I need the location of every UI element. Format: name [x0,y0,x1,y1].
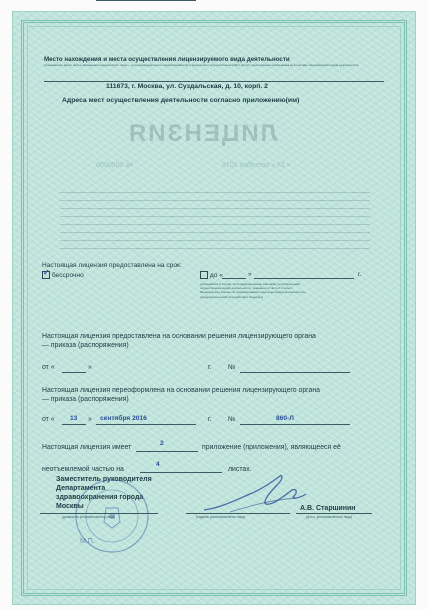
mirrored-title: ЛИЦЕНЗИЯ [127,120,278,147]
reissue-number-sign: № [228,416,236,423]
basis-number-sign: № [228,364,236,371]
signer-position-line1: Заместитель руководителя [56,476,152,483]
reissue-year: г. [208,416,212,423]
sign-note: (подпись уполномоченного лица) [196,515,246,519]
term-label: Настоящая лицензия предоставлена на срок: [42,262,182,269]
position-note: (должность уполномоченного лица) [62,515,115,519]
term-until-option [200,271,223,279]
basis-from: от « [42,364,55,371]
signer-position-line2: Департамента [56,485,106,492]
term-unlimited-checkbox: ✓ [43,268,50,277]
header-address: 111673, г. Москва, ул. Суздальская, д. 10, корп. 2 [106,83,268,90]
annex-line2-prefix: неотъемлемой частью на [42,466,124,473]
basis-label-line2: — приказа (распоряжения) [42,342,129,349]
basis-number-line [240,372,350,373]
reissue-date-line [96,424,196,425]
term-until-date-line [254,278,354,279]
reissue-day: 13 [70,415,78,422]
mirrored-number: № 0000000 [96,162,133,169]
reissue-from: от « [42,416,55,423]
term-note: (указывается в случае, если федеральными законами, регулирующими осуществление видов деятельности, указанных в части 4 статьи 1 Федерального закона «О лицензировании отдельных видов деятельности», предусмотрен иной срок действия лицензии) [200,282,307,299]
basis-year: г. [208,364,212,371]
signer-name: А.В. Старшинин [300,505,356,512]
annex-line2-suffix: листах. [228,466,252,473]
name-note: (ф.и.о. уполномоченного лица) [306,515,352,519]
basis-label-line1: Настоящая лицензия предоставлена на основании решения лицензирующего органа [42,333,316,340]
header-title-note: (указываются адрес места нахождения юридического лица — для индивидуального предпринимателя) и адреса мест осуществления работ (услуг), выполняемых (оказываемых) в составе лицензируемого вида деятельности [44,63,359,67]
reissue-number: 860-Л [276,415,294,422]
reissue-label-line2: — приказа (распоряжения) [42,396,129,403]
header-underline [44,81,384,82]
term-until-suffix: г. [358,271,362,278]
handwritten-signature [200,470,310,516]
annex-count-line [136,451,198,452]
header-title: Место нахождения и места осуществления лицензируемого вида деятельности [44,56,290,63]
header-address-note: Адреса мест осуществления деятельности согласно приложению(им) [62,97,300,104]
term-until-prefix: до « [209,271,223,279]
basis-day-line [62,372,86,373]
term-unlimited-option [42,268,84,279]
reissue-label-line1: Настоящая лицензия переоформлена на основании решения лицензирующего органа [42,387,321,394]
basis-close-quote: » [88,364,92,371]
term-until-day-line [222,278,246,279]
term-until-mid: » [248,271,252,278]
basis-date-line [96,0,196,1]
term-until-checkbox [200,271,208,279]
annex-line1-suffix: приложение (приложения), являющееся её [202,444,341,451]
term-unlimited-label: бессрочно [51,271,84,279]
annex-count: 2 [160,440,164,447]
reissue-day-line [62,424,86,425]
reissue-close-quote: » [88,416,92,423]
seal-mp: М.П. [80,538,95,545]
mirrored-lines [60,192,370,252]
annex-line1-prefix: Настоящая лицензия имеет [42,444,132,451]
reissue-month-year: сентября 2016 [100,415,147,422]
signer-position-line3: здравоохранения города [56,494,144,501]
signer-position-line4: Москвы [56,503,84,510]
mirrored-date: « 13 » сентября 2016 [222,162,291,169]
reissue-number-line [240,424,350,425]
annex-sheets: 4 [156,461,160,468]
